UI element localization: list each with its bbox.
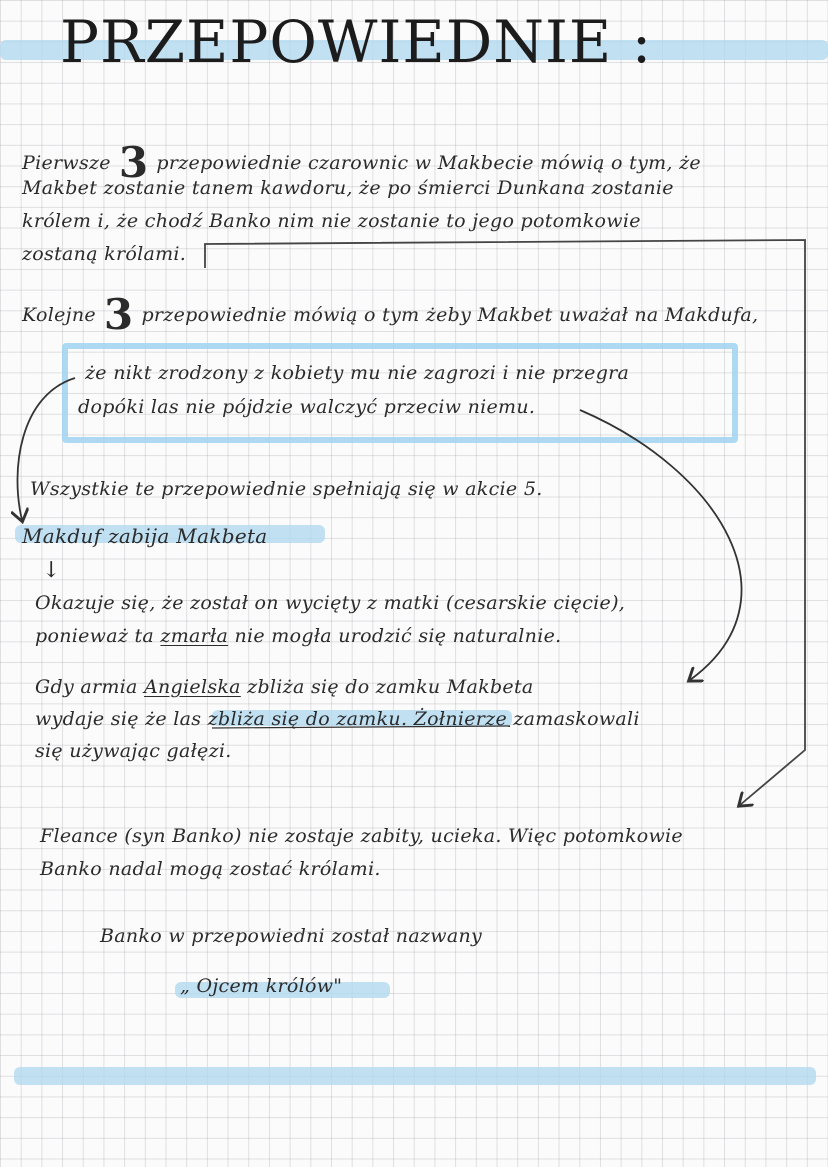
box-line2: dopóki las nie pójdzie walczyć przeciw niemu. bbox=[78, 396, 536, 418]
para5-a: Gdy armia bbox=[35, 676, 138, 698]
zamku-underline bbox=[212, 726, 510, 728]
para6-line1: Fleance (syn Banko) nie zostaje zabity, ucieka. Więc potomkowie bbox=[40, 825, 683, 847]
para1-line4: zostaną królami. bbox=[22, 243, 187, 265]
para2-text: przepowiednie mówią o tym żeby Makbet uważał na Makdufa, bbox=[141, 304, 759, 326]
para3-line: Wszystkie te przepowiednie spełniają się w akcie 5. bbox=[30, 478, 543, 500]
right-curve-arrow bbox=[580, 410, 742, 680]
down-arrow: ↓ bbox=[42, 558, 61, 583]
zmarla-underlined: zmarła bbox=[160, 625, 229, 647]
para1-text: przepowiednie czarownic w Makbecie mówią o tym, że bbox=[156, 152, 701, 174]
para5-c: wydaje się że bbox=[35, 708, 167, 730]
bracket-arrow bbox=[205, 240, 805, 805]
left-curve-arrow bbox=[17, 378, 75, 520]
para5-line3: się używając gałęzi. bbox=[35, 740, 232, 762]
las-phrase: las zbliża się do zamku bbox=[173, 708, 401, 730]
para7-line2: „ Ojcem królów" bbox=[180, 975, 343, 997]
para4-b: nie mogła urodzić się naturalnie. bbox=[234, 625, 562, 647]
para1-lead: Pierwsze bbox=[22, 152, 111, 174]
box-line1: że nikt zrodzony z kobiety mu nie zagrozi i nie przegra bbox=[85, 362, 630, 384]
number-three-2: 3 bbox=[103, 290, 134, 339]
para1-line2: Makbet zostanie tanem kawdoru, że po śmierci Dunkana zostanie bbox=[22, 177, 674, 199]
number-three: 3 bbox=[118, 138, 149, 187]
para5-b: zbliża się do zamku Makbeta bbox=[247, 676, 534, 698]
para5-d: . Żołnierze zamaskowali bbox=[400, 708, 640, 730]
page-title: PRZEPOWIEDNIE : bbox=[60, 8, 653, 76]
para2-lead: Kolejne bbox=[22, 304, 96, 326]
makduf-line: Makduf zabija Makbeta bbox=[22, 524, 268, 548]
para7-line1: Banko w przepowiedni został nazwany bbox=[100, 925, 483, 947]
para1-line3: królem i, że chodź Banko nim nie zostanie to jego potomkowie bbox=[22, 210, 641, 232]
para6-line2: Banko nadal mogą zostać królami. bbox=[40, 858, 381, 880]
angielska-underlined: Angielska bbox=[144, 676, 241, 698]
para4-line1: Okazuje się, że został on wycięty z matki (cesarskie cięcie), bbox=[35, 592, 626, 614]
para4-a: ponieważ ta bbox=[35, 625, 155, 647]
